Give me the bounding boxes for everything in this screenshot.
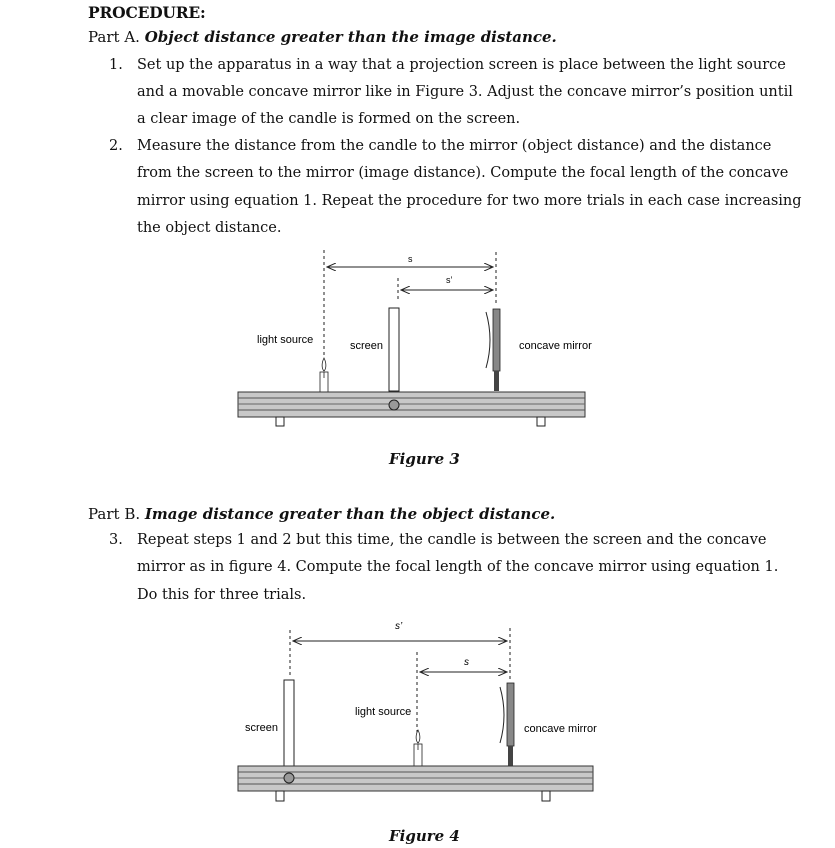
fig4-screen bbox=[284, 680, 294, 767]
fig3-candle bbox=[320, 358, 328, 392]
fig4-concave-mirror-label: concave mirror bbox=[524, 723, 597, 735]
step-2-number: 2. bbox=[109, 138, 123, 154]
fig3-light-source-label: light source bbox=[257, 334, 314, 346]
step-2-line-3: mirror using equation 1. Repeat the procedure for two more trials in each case increasing bbox=[137, 193, 802, 209]
procedure-heading: PROCEDURE: bbox=[88, 3, 206, 22]
fig4-optical-bench bbox=[238, 766, 593, 801]
part-b-label: Part B. bbox=[88, 505, 141, 523]
fig3-s-prime-label: s’ bbox=[446, 275, 453, 285]
fig4-light-source-label: light source bbox=[355, 706, 412, 718]
fig3-optical-bench bbox=[238, 392, 585, 426]
step-1-line-1: Set up the apparatus in a way that a projection screen is place between the light source bbox=[137, 57, 786, 73]
part-a-title: Object distance greater than the image distance. bbox=[144, 28, 557, 46]
fig4-s-label: s bbox=[464, 657, 469, 668]
fig4-screen-label: screen bbox=[245, 722, 279, 734]
fig4-concave-mirror bbox=[500, 683, 514, 766]
step-3-number: 3. bbox=[109, 532, 123, 548]
fig3-concave-mirror-label: concave mirror bbox=[519, 340, 592, 352]
figure-4-caption: Figure 4 bbox=[389, 827, 460, 845]
fig4-s-prime-label: s’ bbox=[395, 621, 403, 632]
part-a-label: Part A. bbox=[88, 28, 140, 46]
figure-3-caption: Figure 3 bbox=[389, 450, 460, 468]
step-2-line-4: the object distance. bbox=[137, 220, 282, 236]
step-3-line-2: mirror as in figure 4. Compute the focal length of the concave mirror using equation 1. bbox=[137, 559, 779, 575]
fig3-concave-mirror bbox=[486, 309, 500, 391]
part-b-heading bbox=[88, 505, 555, 523]
step-1-line-3: a clear image of the candle is formed on the screen. bbox=[137, 111, 521, 127]
fig3-screen bbox=[389, 308, 399, 391]
step-2-line-1: Measure the distance from the candle to the mirror (object distance) and the distance bbox=[137, 138, 772, 154]
part-b-title: Image distance greater than the object distance. bbox=[144, 505, 556, 523]
step-2-line-2: from the screen to the mirror (image distance). Compute the focal length of the concave bbox=[137, 165, 789, 181]
step-3-line-3: Do this for three trials. bbox=[137, 587, 307, 603]
step-1-number: 1. bbox=[109, 57, 123, 73]
step-1-line-2: and a movable concave mirror like in Figure 3. Adjust the concave mirror’s position until bbox=[137, 84, 793, 100]
fig4-candle bbox=[414, 730, 422, 766]
fig3-screen-label: screen bbox=[350, 340, 384, 352]
step-3-line-1: Repeat steps 1 and 2 but this time, the candle is between the screen and the concave bbox=[137, 532, 767, 548]
fig3-s-label: s bbox=[408, 254, 413, 264]
